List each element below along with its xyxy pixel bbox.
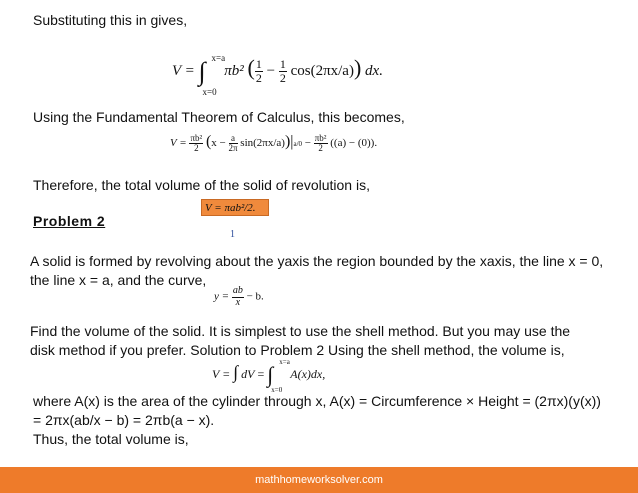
equation-volume-substitution: V = ∫ x=a x=0 πb² ( $\frac{1}{2}$ − $\frac{1}{2}$ cos(2πx/a)) dx. [172, 52, 383, 97]
eq3-lhs: y = [214, 290, 230, 303]
text-find-volume: Find the volume of the solid. It is simplest to use the shell method. But you may use the disk method if you prefer. Solution to Problem 2 Using the shell method, the volume is, [30, 323, 571, 358]
eq1-lhs: V = [172, 63, 195, 79]
equation-shell-volume: V = ∫ dV = ∫ x=a x=0 A(x)dx, [212, 358, 326, 395]
text-substituting: Substituting this in gives, [33, 12, 188, 28]
eq1-term-a: πb² [224, 63, 244, 79]
eq2-lhs: V = [170, 137, 187, 149]
eq4-body: A(x)dx, [290, 367, 326, 381]
eq4-mid: = [257, 367, 268, 381]
eq2-end: ((a) − (0)). [330, 137, 378, 149]
slide-marker: 1 [230, 229, 235, 240]
text-area-definition: where A(x) is the area of the cylinder through x, A(x) = Circumference × Height = (2πx)(y(x)) = 2πx(ab/x − b) = 2πb(a − x). [33, 393, 601, 428]
footer-bar [0, 467, 638, 493]
text-total-volume: Therefore, the total volume of the solid of revolution is, [33, 177, 370, 193]
eq3-rhs: − b. [246, 290, 264, 303]
text-problem-statement: A solid is formed by revolving about the yaxis the region bounded by the xaxis, the line x = 0, the line x = a, and the curve, [30, 253, 604, 288]
eq4-lhs: V = [212, 367, 231, 381]
text-thus: Thus, the total volume is, [33, 431, 189, 447]
integral-sign-2: ∫ x=a x=0 [267, 358, 290, 395]
boxed-result: V = πab²/2. [201, 199, 269, 216]
problem-2-title: Problem 2 [33, 213, 106, 229]
equation-ftc-result: V = $\frac{\text{πb²}}{2}$ (x − $\frac{a}{2\pi}$ sin(2πx/a))|a/0 − $\frac{\text{πb²}}{2}$ ((a) − (0)). [170, 132, 378, 153]
eq1-term-b: cos(2πx/a) [290, 63, 354, 79]
eq1-end: dx. [365, 63, 383, 79]
footer-site-link[interactable]: mathhomeworksolver.com [255, 474, 383, 486]
equation-curve: y = $\frac{ab}{x}$ − b. [214, 285, 264, 308]
text-ftc: Using the Fundamental Theorem of Calculus, this becomes, [33, 109, 405, 125]
integral-sign: ∫ x=a x=0 [198, 52, 226, 97]
